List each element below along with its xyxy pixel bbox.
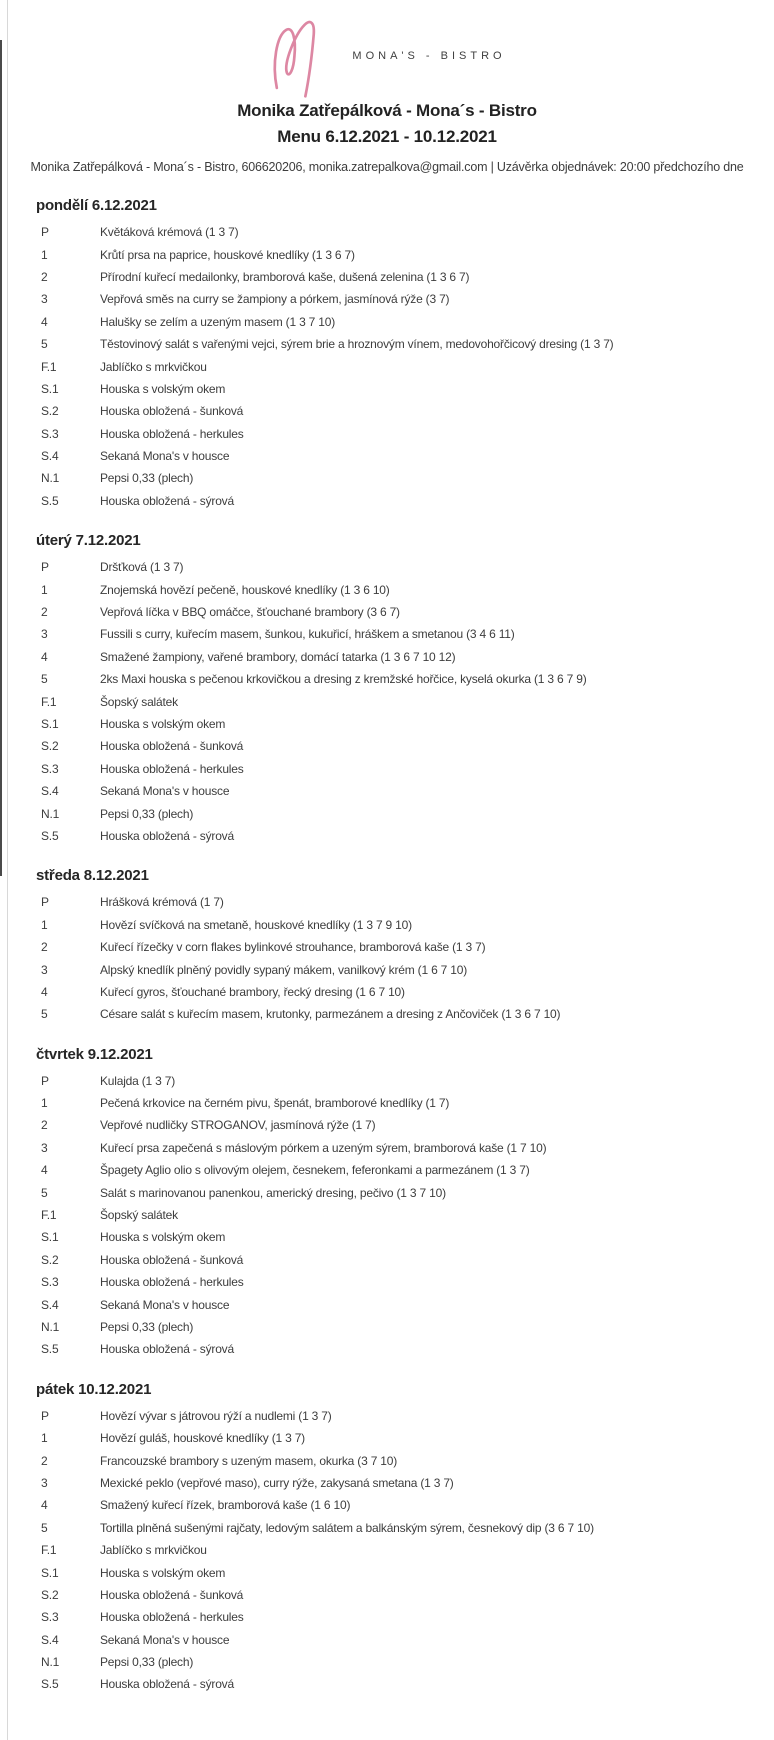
item-text: Špagety Aglio olio s olivovým olejem, česnekem, feferonkami a parmezánem (1 3 7) xyxy=(100,1163,530,1178)
item-code: N.1 xyxy=(41,1319,60,1334)
item-text: Vepřová líčka v BBQ omáčce, šťouchané brambory (3 6 7) xyxy=(100,605,400,620)
item-text: Houska obložená - sýrová xyxy=(100,1342,234,1357)
item-code: 1 xyxy=(41,1431,48,1446)
item-text: Houska s volským okem xyxy=(100,381,226,396)
item-text: Přírodní kuřecí medailonky, bramborová kaše, dušená zelenina (1 3 6 7) xyxy=(100,269,470,284)
item-text: Alpský knedlík plněný povidly sypaný mákem, vanilkový krém (1 6 7 10) xyxy=(100,962,468,977)
item-text: Hrášková krémová (1 7) xyxy=(100,895,224,910)
item-code: N.1 xyxy=(41,471,60,486)
day-rows xyxy=(36,556,764,847)
menu-item-row xyxy=(36,780,764,802)
left-edge-dark-line xyxy=(0,40,2,876)
brand-name-label: MONA'S - BISTRO xyxy=(352,50,506,62)
item-code: N.1 xyxy=(41,1655,60,1670)
item-code: S.2 xyxy=(41,1587,59,1602)
page-left-border-line xyxy=(7,0,8,1740)
menu-item-row xyxy=(36,1584,764,1606)
item-text: Salát s marinovanou panenkou, americký dresing, pečivo (1 3 7 10) xyxy=(100,1185,446,1200)
item-code: F.1 xyxy=(41,359,57,374)
day-title: středa 8.12.2021 xyxy=(36,867,149,885)
menu-item-row xyxy=(36,1472,764,1494)
item-text: Fussili s curry, kuřecím masem, šunkou, kukuřicí, hráškem a smetanou (3 4 6 11) xyxy=(100,627,515,642)
menu-item-row xyxy=(36,378,764,400)
day-rows xyxy=(36,891,764,1025)
menu-item-row xyxy=(36,311,764,333)
menu-item-row xyxy=(36,1137,764,1159)
item-code: S.4 xyxy=(41,1632,59,1647)
menu-item-row xyxy=(36,1271,764,1293)
menu-item-row xyxy=(36,1092,764,1114)
item-text: Jablíčko s mrkvičkou xyxy=(100,359,207,374)
item-text: Květáková krémová (1 3 7) xyxy=(100,225,239,240)
menu-item-row xyxy=(36,825,764,847)
item-code: F.1 xyxy=(41,694,57,709)
item-code: P xyxy=(41,895,49,910)
item-text: Smažené žampiony, vařené brambory, domácí tatarka (1 3 6 7 10 12) xyxy=(100,649,456,664)
item-code: F.1 xyxy=(41,1543,57,1558)
item-code: 5 xyxy=(41,672,48,687)
item-text: Sekaná Mona's v housce xyxy=(100,449,230,464)
item-code: 1 xyxy=(41,247,48,262)
item-text: Pepsi 0,33 (plech) xyxy=(100,471,194,486)
menu-item-row xyxy=(36,958,764,980)
item-code: 1 xyxy=(41,917,48,932)
item-code: 1 xyxy=(41,1096,48,1111)
item-text: Francouzské brambory s uzeným masem, okurka (3 7 10) xyxy=(100,1453,398,1468)
item-text: Sekaná Mona's v housce xyxy=(100,1632,230,1647)
menu-item-row xyxy=(36,445,764,467)
day-section xyxy=(36,532,764,847)
menu-item-row xyxy=(36,758,764,780)
day-rows xyxy=(36,1405,764,1696)
menu-item-row xyxy=(36,1003,764,1025)
item-text: Pepsi 0,33 (plech) xyxy=(100,1655,194,1670)
menu-item-row xyxy=(36,1293,764,1315)
item-text: Houska obložená - herkules xyxy=(100,761,244,776)
day-rows xyxy=(36,221,764,512)
item-code: P xyxy=(41,225,49,240)
item-code: 5 xyxy=(41,1185,48,1200)
menu-item-row xyxy=(36,1606,764,1628)
menu-item-row xyxy=(36,1204,764,1226)
item-text: Pečená krkovice na černém pivu, špenát, bramborové knedlíky (1 7) xyxy=(100,1096,450,1111)
day-rows xyxy=(36,1070,764,1361)
item-code: P xyxy=(41,560,49,575)
item-code: 2 xyxy=(41,605,48,620)
menu-item-row xyxy=(36,221,764,243)
days-container xyxy=(0,197,774,1696)
item-code: 3 xyxy=(41,292,48,307)
item-code: 4 xyxy=(41,649,48,664)
item-text: Tortilla plněná sušenými rajčaty, ledovým salátem a balkánským sýrem, česnekový dip (3 6 7 10) xyxy=(100,1520,594,1535)
menu-item-row xyxy=(36,1070,764,1092)
item-text: Césare salát s kuřecím masem, krutonky, parmezánem a dresing z Ančoviček (1 3 6 7 10) xyxy=(100,1007,561,1022)
item-code: S.3 xyxy=(41,1275,59,1290)
item-text: Vepřové nudličky STROGANOV, jasmínová rýže (1 7) xyxy=(100,1118,376,1133)
menu-item-row xyxy=(36,288,764,310)
menu-item-row xyxy=(36,266,764,288)
item-text: Znojemská hovězí pečeně, houskové knedlíky (1 3 6 10) xyxy=(100,582,390,597)
menu-item-row xyxy=(36,1539,764,1561)
menu-item-row xyxy=(36,1181,764,1203)
menu-item-row xyxy=(36,400,764,422)
item-text: 2ks Maxi houska s pečenou krkovičkou a dresing z kremžské hořčice, kyselá okurka (1 3 6 7 9) xyxy=(100,672,587,687)
item-code: N.1 xyxy=(41,806,60,821)
menu-item-row xyxy=(36,601,764,623)
item-text: Smažený kuřecí řízek, bramborová kaše (1 6 10) xyxy=(100,1498,351,1513)
menu-item-row xyxy=(36,802,764,824)
menu-item-row xyxy=(36,1517,764,1539)
item-text: Houska obložená - herkules xyxy=(100,1610,244,1625)
item-text: Mexické peklo (vepřové maso), curry rýže, zakysaná smetana (1 3 7) xyxy=(100,1475,454,1490)
item-code: 2 xyxy=(41,940,48,955)
item-code: 1 xyxy=(41,582,48,597)
item-code: S.5 xyxy=(41,1342,59,1357)
menu-item-row xyxy=(36,1316,764,1338)
item-code: 2 xyxy=(41,269,48,284)
item-code: 5 xyxy=(41,1007,48,1022)
item-code: 3 xyxy=(41,1475,48,1490)
menu-item-row xyxy=(36,467,764,489)
menu-item-row xyxy=(36,556,764,578)
menu-item-row xyxy=(36,243,764,265)
item-code: 4 xyxy=(41,1498,48,1513)
item-code: 4 xyxy=(41,984,48,999)
item-text: Jablíčko s mrkvičkou xyxy=(100,1543,207,1558)
menu-item-row xyxy=(36,1114,764,1136)
item-text: Halušky se zelím a uzeným masem (1 3 7 10) xyxy=(100,314,336,329)
day-section xyxy=(36,1381,764,1696)
item-text: Houska obložená - šunková xyxy=(100,1587,244,1602)
brand-logo xyxy=(0,14,774,98)
item-code: S.4 xyxy=(41,449,59,464)
item-text: Sekaná Mona's v housce xyxy=(100,784,230,799)
menu-item-row xyxy=(36,423,764,445)
item-text: Hovězí vývar s játrovou rýží a nudlemi (1 3 7) xyxy=(100,1408,332,1423)
item-code: S.4 xyxy=(41,784,59,799)
item-text: Pepsi 0,33 (plech) xyxy=(100,1319,194,1334)
menu-item-row xyxy=(36,623,764,645)
logo-m-path xyxy=(275,22,314,96)
item-text: Těstovinový salát s vařenými vejci, sýrem brie a hroznovým vínem, medovohořčicový dresing (1 3 7) xyxy=(100,337,614,352)
menu-header xyxy=(0,0,774,175)
item-code: 3 xyxy=(41,962,48,977)
menu-item-row xyxy=(36,1159,764,1181)
item-text: Kulajda (1 3 7) xyxy=(100,1073,176,1088)
menu-item-row xyxy=(36,1338,764,1360)
menu-item-row xyxy=(36,1249,764,1271)
item-code: 3 xyxy=(41,627,48,642)
item-text: Kuřecí gyros, šťouchané brambory, řecký dresing (1 6 7 10) xyxy=(100,984,405,999)
page-title: Monika Zatřepálková - Mona´s - Bistro xyxy=(237,101,537,120)
item-text: Houska obložená - sýrová xyxy=(100,493,234,508)
menu-item-row xyxy=(36,1226,764,1248)
item-text: Houska s volským okem xyxy=(100,1565,226,1580)
day-title: úterý 7.12.2021 xyxy=(36,532,141,550)
item-text: Houska s volským okem xyxy=(100,717,226,731)
menu-item-row xyxy=(36,936,764,958)
menu-item-row xyxy=(36,713,764,735)
item-code: S.3 xyxy=(41,1610,59,1625)
item-text: Šopský salátek xyxy=(100,1208,178,1223)
item-text: Houska obložená - šunková xyxy=(100,404,244,419)
menu-item-row xyxy=(36,1651,764,1673)
item-text: Hovězí guláš, houskové knedlíky (1 3 7) xyxy=(100,1431,305,1446)
item-text: Dršťková (1 3 7) xyxy=(100,560,184,575)
menu-item-row xyxy=(36,690,764,712)
menu-item-row xyxy=(36,735,764,757)
item-code: S.2 xyxy=(41,739,59,754)
menu-item-row xyxy=(36,1494,764,1516)
item-code: F.1 xyxy=(41,1208,57,1223)
menu-item-row xyxy=(36,1449,764,1471)
item-text: Vepřová směs na curry se žampiony a pórkem, jasmínová rýže (3 7) xyxy=(100,292,450,307)
item-text: Kuřecí prsa zapečená s máslovým pórkem a uzeným sýrem, bramborová kaše (1 7 10) xyxy=(100,1140,547,1155)
contact-info-line: Monika Zatřepálková - Mona´s - Bistro, 606620206, monika.zatrepalkova@gmail.com | Uzávěrka objednávek: 20:00 předchozího dne xyxy=(30,160,744,174)
menu-item-row xyxy=(36,578,764,600)
menu-item-row xyxy=(36,981,764,1003)
day-title: pondělí 6.12.2021 xyxy=(36,197,157,214)
menu-item-row xyxy=(36,490,764,512)
item-code: S.1 xyxy=(41,381,59,396)
item-text: Houska obložená - šunková xyxy=(100,1252,244,1267)
menu-item-row xyxy=(36,355,764,377)
item-text: Hovězí svíčková na smetaně, houskové knedlíky (1 3 7 9 10) xyxy=(100,917,412,932)
menu-item-row xyxy=(36,1427,764,1449)
menu-item-row xyxy=(36,1561,764,1583)
item-text: Krůtí prsa na paprice, houskové knedlíky (1 3 6 7) xyxy=(100,247,355,262)
menu-item-row xyxy=(36,1405,764,1427)
item-code: 4 xyxy=(41,314,48,329)
item-code: S.5 xyxy=(41,493,59,508)
item-code: S.2 xyxy=(41,1252,59,1267)
item-text: Houska obložená - sýrová xyxy=(100,828,234,843)
menu-item-row xyxy=(36,1673,764,1695)
menu-item-row xyxy=(36,333,764,355)
item-text: Šopský salátek xyxy=(100,694,178,709)
day-section xyxy=(36,867,764,1025)
day-section xyxy=(36,1046,764,1361)
item-text: Houska obložená - herkules xyxy=(100,426,244,441)
day-section xyxy=(36,197,764,512)
item-code: 2 xyxy=(41,1118,48,1133)
menu-item-row xyxy=(36,914,764,936)
menu-item-row xyxy=(36,668,764,690)
item-code: S.4 xyxy=(41,1297,59,1312)
item-text: Kuřecí řízečky v corn flakes bylinkové strouhance, bramborová kaše (1 3 7) xyxy=(100,940,486,955)
item-code: 3 xyxy=(41,1140,48,1155)
item-code: P xyxy=(41,1408,49,1423)
item-code: S.3 xyxy=(41,761,59,776)
item-text: Houska obložená - šunková xyxy=(100,739,244,754)
menu-date-range: Menu 6.12.2021 - 10.12.2021 xyxy=(277,127,497,146)
menu-item-row xyxy=(36,891,764,913)
day-title: čtvrtek 9.12.2021 xyxy=(36,1045,153,1063)
item-text: Houska obložená - herkules xyxy=(100,1275,244,1290)
item-code: S.2 xyxy=(41,404,59,419)
item-code: 5 xyxy=(41,1520,48,1535)
item-code: 2 xyxy=(41,1453,48,1468)
item-code: S.1 xyxy=(41,1230,59,1245)
item-text: Houska s volským okem xyxy=(100,1230,226,1245)
item-code: S.1 xyxy=(41,717,59,731)
item-code: 5 xyxy=(41,337,48,352)
menu-item-row xyxy=(36,1628,764,1650)
item-text: Sekaná Mona's v housce xyxy=(100,1297,230,1312)
item-text: Houska obložená - sýrová xyxy=(100,1677,234,1692)
item-code: P xyxy=(41,1073,49,1088)
item-text: Pepsi 0,33 (plech) xyxy=(100,806,194,821)
item-code: S.5 xyxy=(41,828,59,843)
item-code: S.3 xyxy=(41,426,59,441)
item-code: S.1 xyxy=(41,1565,59,1580)
menu-item-row xyxy=(36,646,764,668)
logo-m-icon xyxy=(268,14,336,98)
day-title: pátek 10.12.2021 xyxy=(36,1380,152,1398)
item-code: 4 xyxy=(41,1163,48,1178)
item-code: S.5 xyxy=(41,1677,59,1692)
